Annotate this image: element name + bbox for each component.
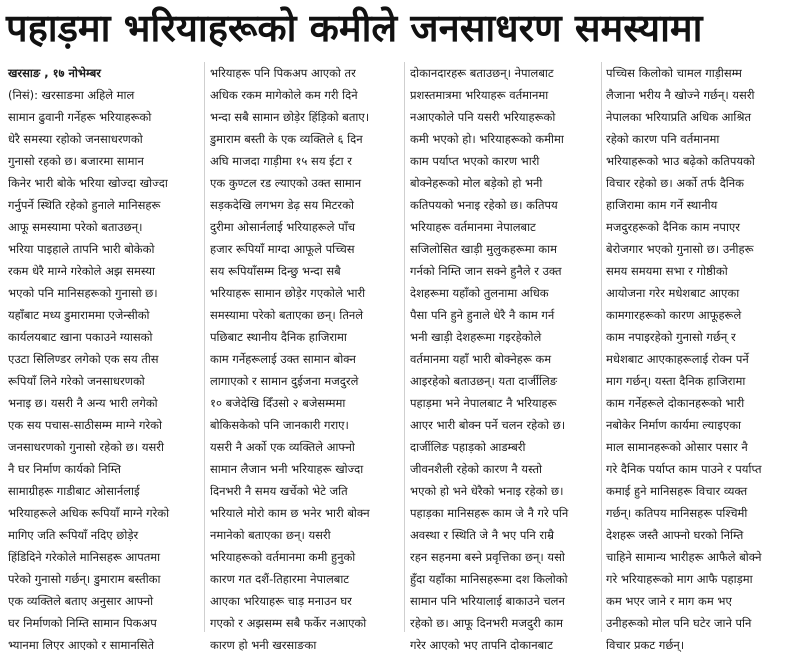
- article-text-line: भरियाहरूको भाउ बढ़ेको कतिपयको: [606, 154, 755, 168]
- article-text-line: यसरी नै अर्को एक व्यक्तिले आफ्नो: [210, 440, 355, 454]
- column-divider: [601, 62, 602, 632]
- article-text-line: प्रशस्तमात्रमा भरियाहरू वर्तमानमा: [410, 88, 549, 102]
- article-text-line: भरियाहरू वर्तमानमा नेपालबाट: [410, 220, 536, 234]
- article-text-line: समस्यामा परेको बताएका छन्। तिनले: [210, 308, 364, 322]
- article-column-1: [8, 62, 198, 652]
- article-text-line: भ्यानमा लिएर आएको र सामानसिते: [8, 638, 155, 652]
- article-text-line: मधेशबाट आएकाहरूलाई रोक्न पर्ने: [606, 352, 749, 366]
- article-text-line: गुनासो रहको छ। बजारमा सामान: [8, 154, 144, 168]
- article-text-line: रकम धेरै माग्ने गरेकोले अझ समस्या: [8, 264, 155, 278]
- article-text-line: काम नपाइरहेको गुनासो गर्छन् र: [606, 330, 736, 344]
- article-text-line: हजार रूपियाँ माग्दा आफूले पच्चिस: [210, 242, 355, 256]
- article-text-line: नबोकेर निर्माण कार्यमा ल्याइएका: [606, 418, 742, 432]
- article-text-line: दिनभरी नै समय खर्चेको भेटे जति: [210, 484, 348, 498]
- article-text-line: भरियाहरू पनि पिकअप आएको तर: [210, 66, 356, 80]
- article-text-line: रहेको कारण पनि वर्तमानमा: [606, 132, 720, 146]
- article-text-line: किनेर भारी बोके भरिया खोज्दा खोज्दा: [8, 176, 168, 190]
- headline: पहाड़मा भरियाहरूको कमीले जनसाधरण समस्यामा: [6, 6, 703, 50]
- article-text-line: काम गर्नेहरूले दोकानहरूको भारी: [606, 396, 745, 410]
- article-text-line: कार्यलयबाट खाना पकाउने ग्यासको: [8, 330, 153, 344]
- article-text-line: सड़कदेखि लगभग डेढ़ सय मिटरको: [210, 198, 354, 212]
- article-text-line: एक व्यक्तिले बताए अनुसार आफ्नो: [8, 594, 154, 608]
- article-text-line: माग गर्छन्। यस्ता दैनिक हाजिरामा: [606, 374, 746, 388]
- article-text-line: रूपियाँ लिने गरेको जनसाधरणको: [8, 374, 145, 388]
- article-text-line: भन्दा सबै सामान छोड़ेर हिंड़िको बताए।: [210, 110, 370, 124]
- article-text-line: नआएकोले पनि यसरी भरियाहरूको: [410, 110, 556, 124]
- article-text-line: सय रूपियाँसम्म दिन्छु भन्दा सबै: [210, 264, 341, 278]
- article-text-line: सजिलोसित खाड़ी मुलुकहरूमा काम: [410, 242, 557, 256]
- article-text-line: एक सय पचास-साठीसम्म माग्ने गरेको: [8, 418, 162, 432]
- article-text-line: भरियाहरूको वर्तमानमा कमी हुनुको: [210, 550, 356, 564]
- article-text-line: (निसं): खरसाङमा अहिले माल: [8, 88, 135, 102]
- article-text-line: देशहरू जस्तै आफ्नो घरको निम्ति: [606, 528, 744, 542]
- article-text-line: एउटा सिलिण्डर लगेको एक सय तीस: [8, 352, 159, 366]
- article-text-line: नेपालका भरियाप्रति अधिक आश्रित: [606, 110, 752, 124]
- article-text-line: धेरै समस्या रहोको जनसाधरणको: [8, 132, 143, 146]
- article-text-line: भनाइ छ। यसरी नै अन्य भारी लगेको: [8, 396, 158, 410]
- column-divider: [404, 62, 405, 632]
- article-text-line: भरिया पाइहाले तापनि भारी बोकेको: [8, 242, 155, 256]
- article-text-line: आफू समस्यामा परेको बताउछन्।: [8, 220, 143, 234]
- article-text-line: काम पर्याप्त भएको कारण भारी: [410, 154, 540, 168]
- article-text-line: भरियाहरूले अधिक रूपियाँ माग्ने गरेको: [8, 506, 170, 520]
- article-text-line: यहाँबाट मध्य डुमाराममा एजेन्सीको: [8, 308, 150, 322]
- article-text-line: लागाएको र सामान दुईजना मजदुरले: [210, 374, 359, 388]
- article-text-line: आइरहेको बताउछन्। यता दार्जीलिङ: [410, 374, 558, 388]
- article-text-line: सामान लैजान भनी भरियाहरू खोज्दा: [210, 462, 364, 476]
- article-text-line: घर निर्माणको निम्ति सामान पिकअप: [8, 616, 157, 630]
- article-text-line: भनी खाड़ी देशहरूमा गइरहेकोले: [410, 330, 542, 344]
- column-divider: [204, 62, 205, 632]
- dateline: खरसाङ , १७ नोभेम्बर: [8, 66, 101, 80]
- article-text-line: आएर भारी बोक्न पर्ने चलन रहेको छ।: [410, 418, 566, 432]
- article-text-line: भएको पनि मानिसहरूको गुनासो छ।: [8, 286, 158, 300]
- article-text-line: गर्छन्। कतिपय मानिसहरू पश्चिमी: [606, 506, 748, 520]
- article-text-line: भएको हो भने धेरैको भनाइ रहेको छ।: [410, 484, 564, 498]
- article-text-line: सामान ढुवानी गर्नेहरू भरियाहरूको: [8, 110, 152, 124]
- article-column-3: [410, 62, 600, 652]
- article-text-line: पच्चिस किलोको चामल गाड़ीसम्म: [606, 66, 742, 80]
- article-text-line: दोकानदारहरू बताउछन्। नेपालबाट: [410, 66, 554, 80]
- article-text-line: हुँदा यहाँका मानिसहरूमा दश किलोको: [410, 572, 568, 586]
- article-text-line: गरे भरियाहरूको माग आफै पहाड़मा: [606, 572, 753, 586]
- article-text-line: कम भएर जाने र माग कम भए: [606, 594, 732, 608]
- article-text-line: बोकिसकेको पनि जानकारी गराए।: [210, 418, 349, 432]
- article-text-line: सामान पनि भरियालाई बाकाउने चलन: [410, 594, 565, 608]
- article-text-line: अधिक रकम मागेकोले कम गरी दिने: [210, 88, 358, 102]
- article-text-line: डुमाराम बस्ती के एक व्यक्तिले ६ दिन: [210, 132, 363, 146]
- article-text-line: दुरीमा ओसार्नलाई भरियाहरूले पाँच: [210, 220, 355, 234]
- article-text-line: देशहरूमा यहाँको तुलनामा अधिक: [410, 286, 549, 300]
- article-text-line: गरेर आएको भए तापनि दोकानबाट: [410, 638, 553, 652]
- article-text-line: लैजाना भरीय नै खोज्ने गर्छन्। यसरी: [606, 88, 755, 102]
- article-text-line: उनीहरूको मोल पनि घटेर जाने पनि: [606, 616, 752, 630]
- article-text-line: परेको गुनासो गर्छन्। डुमाराम बस्तीका: [8, 572, 161, 586]
- article-text-line: कमाई हुने मानिसहरू विचार व्यक्त: [606, 484, 748, 498]
- article-text-line: गर्नुपर्ने स्थिति रहेको हुनाले मानिसहरू: [8, 198, 161, 212]
- article-text-line: हिंडिदिने गरेकोले मानिसहरू आपतमा: [8, 550, 161, 564]
- article-text-line: मागिए जति रूपियाँ नदिए छोड़ेर: [8, 528, 139, 542]
- article-text-line: नै घर निर्माण कार्यको निम्ति: [8, 462, 121, 476]
- article-text-line: कारण हो भनी खरसाङका: [210, 638, 317, 652]
- article-column-4: [606, 62, 796, 652]
- article-text-line: नमानेको बताएका छन्। यसरी: [210, 528, 331, 542]
- article-text-line: बेरोजगार भएको गुनासो छ। उनीहरू: [606, 242, 754, 256]
- article-text-line: आयोजना गरेर मधेशबाट आएका: [606, 286, 740, 300]
- article-text-line: आएका भरियाहरू चाड़ मनाउन घर: [210, 594, 352, 608]
- article-text-line: गर्नको निम्ति जान सक्ने हुनैले र उक्त: [410, 264, 562, 278]
- article-text-line: कमी भएको हो। भरियाहरूको कमीमा: [410, 132, 564, 146]
- article-text-line: चाहिने सामान्य भारीहरू आफैले बोक्ने: [606, 550, 762, 564]
- article-text-line: विचार रहेको छ। अर्को तर्फ दैनिक: [606, 176, 744, 190]
- article-text-line: मजदुरहरूको दैनिक काम नपाएर: [606, 220, 740, 234]
- article-text-line: गरे दैनिक पर्याप्त काम पाउने र पर्याप्त: [606, 462, 762, 476]
- article-text-line: १० बजेदेखि दिँउसो २ बजेसम्ममा: [210, 396, 346, 410]
- article-text-line: पहाड़मा भने नेपालबाट नै भरियाहरू: [410, 396, 557, 410]
- article-text-line: पछिबाट स्थानीय दैनिक हाजिरामा: [210, 330, 347, 344]
- article-text-line: विचार प्रकट गर्छन्।: [606, 638, 685, 652]
- article-text-line: रहेको छ। आफू दिनभरी मजदुरी काम: [410, 616, 564, 630]
- article-text-line: कारण गत दशैं-तिहारमा नेपालबाट: [210, 572, 350, 586]
- article-text-line: पैसा पनि हुने हुनाले धेरै नै काम गर्न: [410, 308, 555, 322]
- article-text-line: अघि माजदा गाड़ीमा १५ सय ईटा र: [210, 154, 352, 168]
- article-text-line: भरियाहरू सामान छोड़ेर गएकोले भारी: [210, 286, 366, 300]
- article-text-line: अवस्था र स्थिति जे नै भए पनि राम्रै: [410, 528, 554, 542]
- article-text-line: कतिपयको भनाइ रहेको छ। कतिपय: [410, 198, 558, 212]
- article-text-line: कामगारहरूको कारण आफूहरूले: [606, 308, 742, 322]
- article-text-line: काम गर्नेहरूलाई उक्त सामान बोक्न: [210, 352, 356, 366]
- article-text-line: हाजिरामा काम गर्ने स्थानीय: [606, 198, 718, 212]
- article-text-line: जनसाधरणको गुनासो रहेको छ। यसरी: [8, 440, 164, 454]
- article-text-line: बोक्नेहरूको मोल बड़ेको हो भनी: [410, 176, 543, 190]
- article-text-line: जीवनशैली रहेको कारण नै यस्तो: [410, 462, 543, 476]
- article-text-line: एक कुण्टल रड ल्याएको उक्त सामान: [210, 176, 362, 190]
- article-text-line: पहाड़का मानिसहरू काम जे नै गरे पनि: [410, 506, 569, 520]
- article-text-line: रहन सहनमा बस्ने प्रवृत्तिका छन्। यसो: [410, 550, 565, 564]
- article-text-line: भरियाले मोरो काम छ भनेर भारी बोक्न: [210, 506, 370, 520]
- article-column-2: [210, 62, 400, 652]
- article-text-line: वर्तमानमा यहाँ भारी बोक्नेहरू कम: [410, 352, 552, 366]
- article-text-line: समय समयमा सभा र गोष्ठीको: [606, 264, 728, 278]
- article-text-line: माल सामानहरूको ओसार पसार नै: [606, 440, 748, 454]
- article-text-line: गएको र अझसम्म सबै फर्केर नआएको: [210, 616, 367, 630]
- article-text-line: सामाग्रीहरू गाडीबाट ओसार्नलाई: [8, 484, 140, 498]
- article-text-line: दार्जीलिङ पहाड़को आडम्बरी: [410, 440, 526, 454]
